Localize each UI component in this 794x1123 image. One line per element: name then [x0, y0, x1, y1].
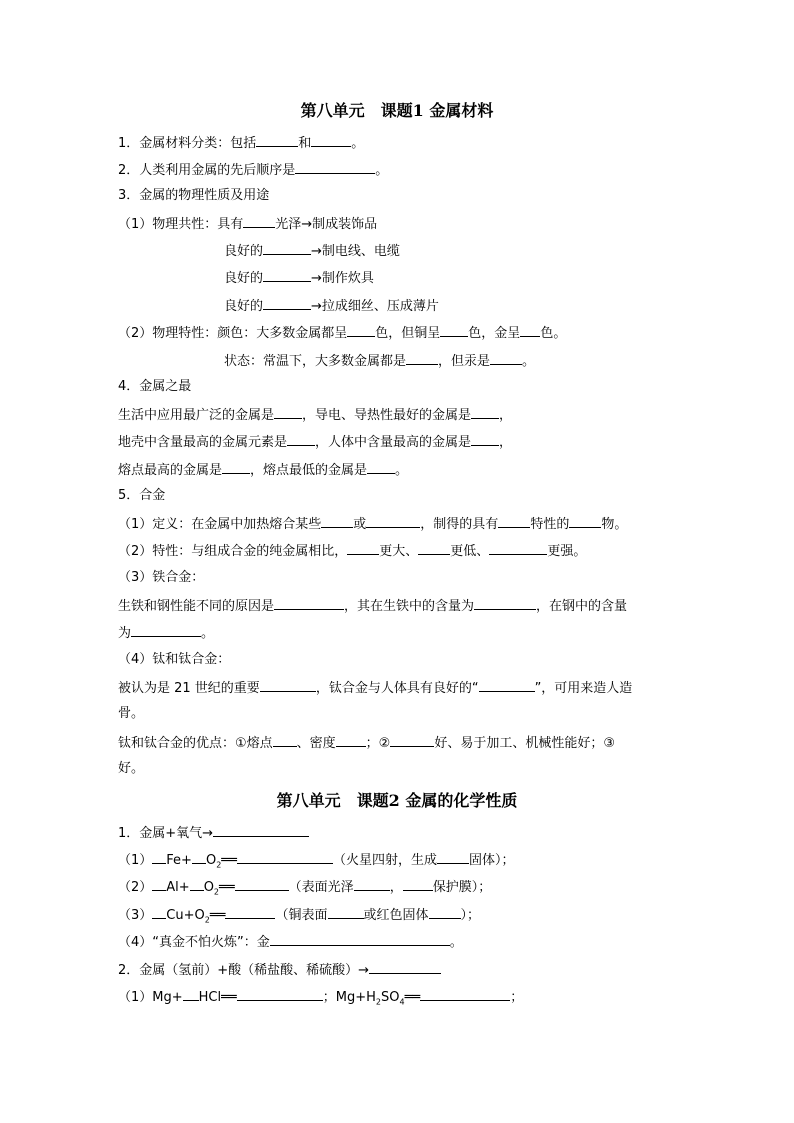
answer-blank[interactable]: [474, 596, 536, 610]
q1-material-classification: 1．金属材料分类：包括 和 。: [118, 133, 364, 153]
r1-copper-oxygen: （3） $Cu+O_2══$ （铜表面 或红色固体 ）；: [118, 905, 480, 930]
q4-most-used-metal: 生活中应用最广泛的金属是 ，导电、导热性最好的金属是 ，: [118, 405, 512, 425]
answer-blank[interactable]: [311, 133, 351, 147]
answer-blank[interactable]: [243, 214, 275, 228]
answer-blank[interactable]: [437, 850, 469, 864]
answer-blank[interactable]: [440, 323, 468, 337]
answer-blank[interactable]: [520, 323, 540, 337]
answer-blank[interactable]: [420, 987, 510, 1001]
answer-blank[interactable]: [287, 432, 315, 446]
answer-blank[interactable]: [406, 351, 438, 365]
r1-metal-oxygen: 1．金属+氧气→: [118, 823, 309, 843]
answer-blank[interactable]: [336, 733, 366, 747]
answer-blank[interactable]: [235, 877, 289, 891]
answer-blank[interactable]: [192, 850, 206, 864]
answer-blank[interactable]: [183, 987, 199, 1001]
q5-titanium-importance-cont: 骨。: [118, 706, 145, 721]
answer-blank[interactable]: [256, 133, 298, 147]
r2-magnesium-acid: （1）Mg+ HCl══ ；$Mg+H_2SO_4══$ ；: [118, 987, 523, 1012]
answer-blank[interactable]: [498, 514, 530, 528]
answer-blank[interactable]: [295, 160, 375, 174]
q3-heading: 3．金属的物理性质及用途: [118, 188, 270, 203]
answer-blank[interactable]: [366, 514, 420, 528]
answer-blank[interactable]: [471, 405, 499, 419]
q4-melting-point: 熔点最高的金属是 ，熔点最低的金属是 。: [118, 460, 408, 480]
answer-blank[interactable]: [471, 432, 499, 446]
answer-blank[interactable]: [354, 877, 390, 891]
q5-iron-alloy-heading: （3）铁合金：: [118, 570, 205, 585]
q5-titanium-advantages-cont: 好。: [118, 761, 145, 776]
answer-blank[interactable]: [222, 460, 250, 474]
answer-blank[interactable]: [273, 733, 297, 747]
answer-blank[interactable]: [237, 987, 323, 1001]
answer-blank[interactable]: [479, 678, 535, 692]
q5-alloy-definition: （1）定义：在金属中加热熔合某些 或 ，制得的具有 特性的 物。: [118, 514, 627, 534]
answer-blank[interactable]: [270, 932, 450, 946]
r1-iron-oxygen: （1） $Fe+ O_2══$ （火星四射，生成 固体）；: [118, 850, 514, 875]
answer-blank[interactable]: [569, 514, 601, 528]
q2-metal-usage-order: 2．人类利用金属的先后顺序是 。: [118, 160, 388, 180]
answer-blank[interactable]: [274, 405, 302, 419]
answer-blank[interactable]: [152, 850, 166, 864]
answer-blank[interactable]: [263, 268, 311, 282]
q5-titanium-advantages: 钛和钛合金的优点：①熔点 、密度 ；② 好、易于加工、机械性能好；③: [118, 733, 615, 753]
answer-blank[interactable]: [263, 241, 311, 255]
answer-blank[interactable]: [225, 905, 275, 919]
q3-conductivity: 良好的 →制电线、电缆: [224, 241, 400, 261]
answer-blank[interactable]: [418, 541, 450, 555]
answer-blank[interactable]: [190, 877, 204, 891]
q4-crust-body-metal: 地壳中含量最高的金属元素是 ，人体中含量最高的金属是 ，: [118, 432, 512, 452]
lesson1-title: 第八单元 课题1 金属材料: [300, 101, 494, 120]
answer-blank[interactable]: [390, 733, 434, 747]
q5-steel-content-cont: 为 。: [118, 623, 214, 643]
answer-blank[interactable]: [152, 905, 166, 919]
q5-titanium-heading: （4）钛和钛合金：: [118, 652, 231, 667]
answer-blank[interactable]: [328, 905, 364, 919]
q4-heading: 4．金属之最: [118, 379, 192, 394]
answer-blank[interactable]: [347, 541, 379, 555]
q3-state-property: 状态：常温下，大多数金属都是 ，但汞是 。: [224, 351, 535, 371]
answer-blank[interactable]: [274, 596, 344, 610]
answer-blank[interactable]: [490, 351, 522, 365]
answer-blank[interactable]: [369, 960, 441, 974]
answer-blank[interactable]: [152, 877, 166, 891]
q3-ductility: 良好的 →拉成细丝、压成薄片: [224, 296, 439, 316]
answer-blank[interactable]: [131, 623, 201, 637]
q5-alloy-property: （2）特性：与组成合金的纯金属相比， 更大、 更低、 更强。: [118, 541, 586, 561]
q5-heading: 5．合金: [118, 488, 166, 503]
q3-common-property-luster: （1）物理共性：具有 光泽→制成装饰品: [118, 214, 377, 234]
answer-blank[interactable]: [260, 678, 316, 692]
q3-thermal: 良好的 →制作炊具: [224, 268, 374, 288]
answer-blank[interactable]: [489, 541, 547, 555]
answer-blank[interactable]: [403, 877, 433, 891]
r1-aluminum-oxygen: （2） $Al+ O_2══$ （表面光泽 ， 保护膜）；: [118, 877, 491, 902]
answer-blank[interactable]: [263, 296, 311, 310]
q5-titanium-importance: 被认为是 21 世纪的重要 ，钛合金与人体具有良好的“ ”，可用来造人造: [118, 678, 632, 698]
answer-blank[interactable]: [367, 460, 395, 474]
q3-color-property: （2）物理特性：颜色：大多数金属都呈 色，但铜呈 色，金呈 色。: [118, 323, 566, 343]
r1-gold-fire: （4）“真金不怕火炼”：金 。: [118, 932, 463, 952]
answer-blank[interactable]: [213, 823, 309, 837]
r2-metal-acid: 2．金属（氢前）+酸（稀盐酸、稀硫酸）→: [118, 960, 441, 980]
answer-blank[interactable]: [429, 905, 461, 919]
lesson2-title: 第八单元 课题2 金属的化学性质: [276, 791, 518, 810]
answer-blank[interactable]: [347, 323, 375, 337]
answer-blank[interactable]: [237, 850, 333, 864]
q5-iron-steel-difference: 生铁和钢性能不同的原因是 ，其在生铁中的含量为 ，在钢中的含量: [118, 596, 627, 616]
answer-blank[interactable]: [321, 514, 353, 528]
